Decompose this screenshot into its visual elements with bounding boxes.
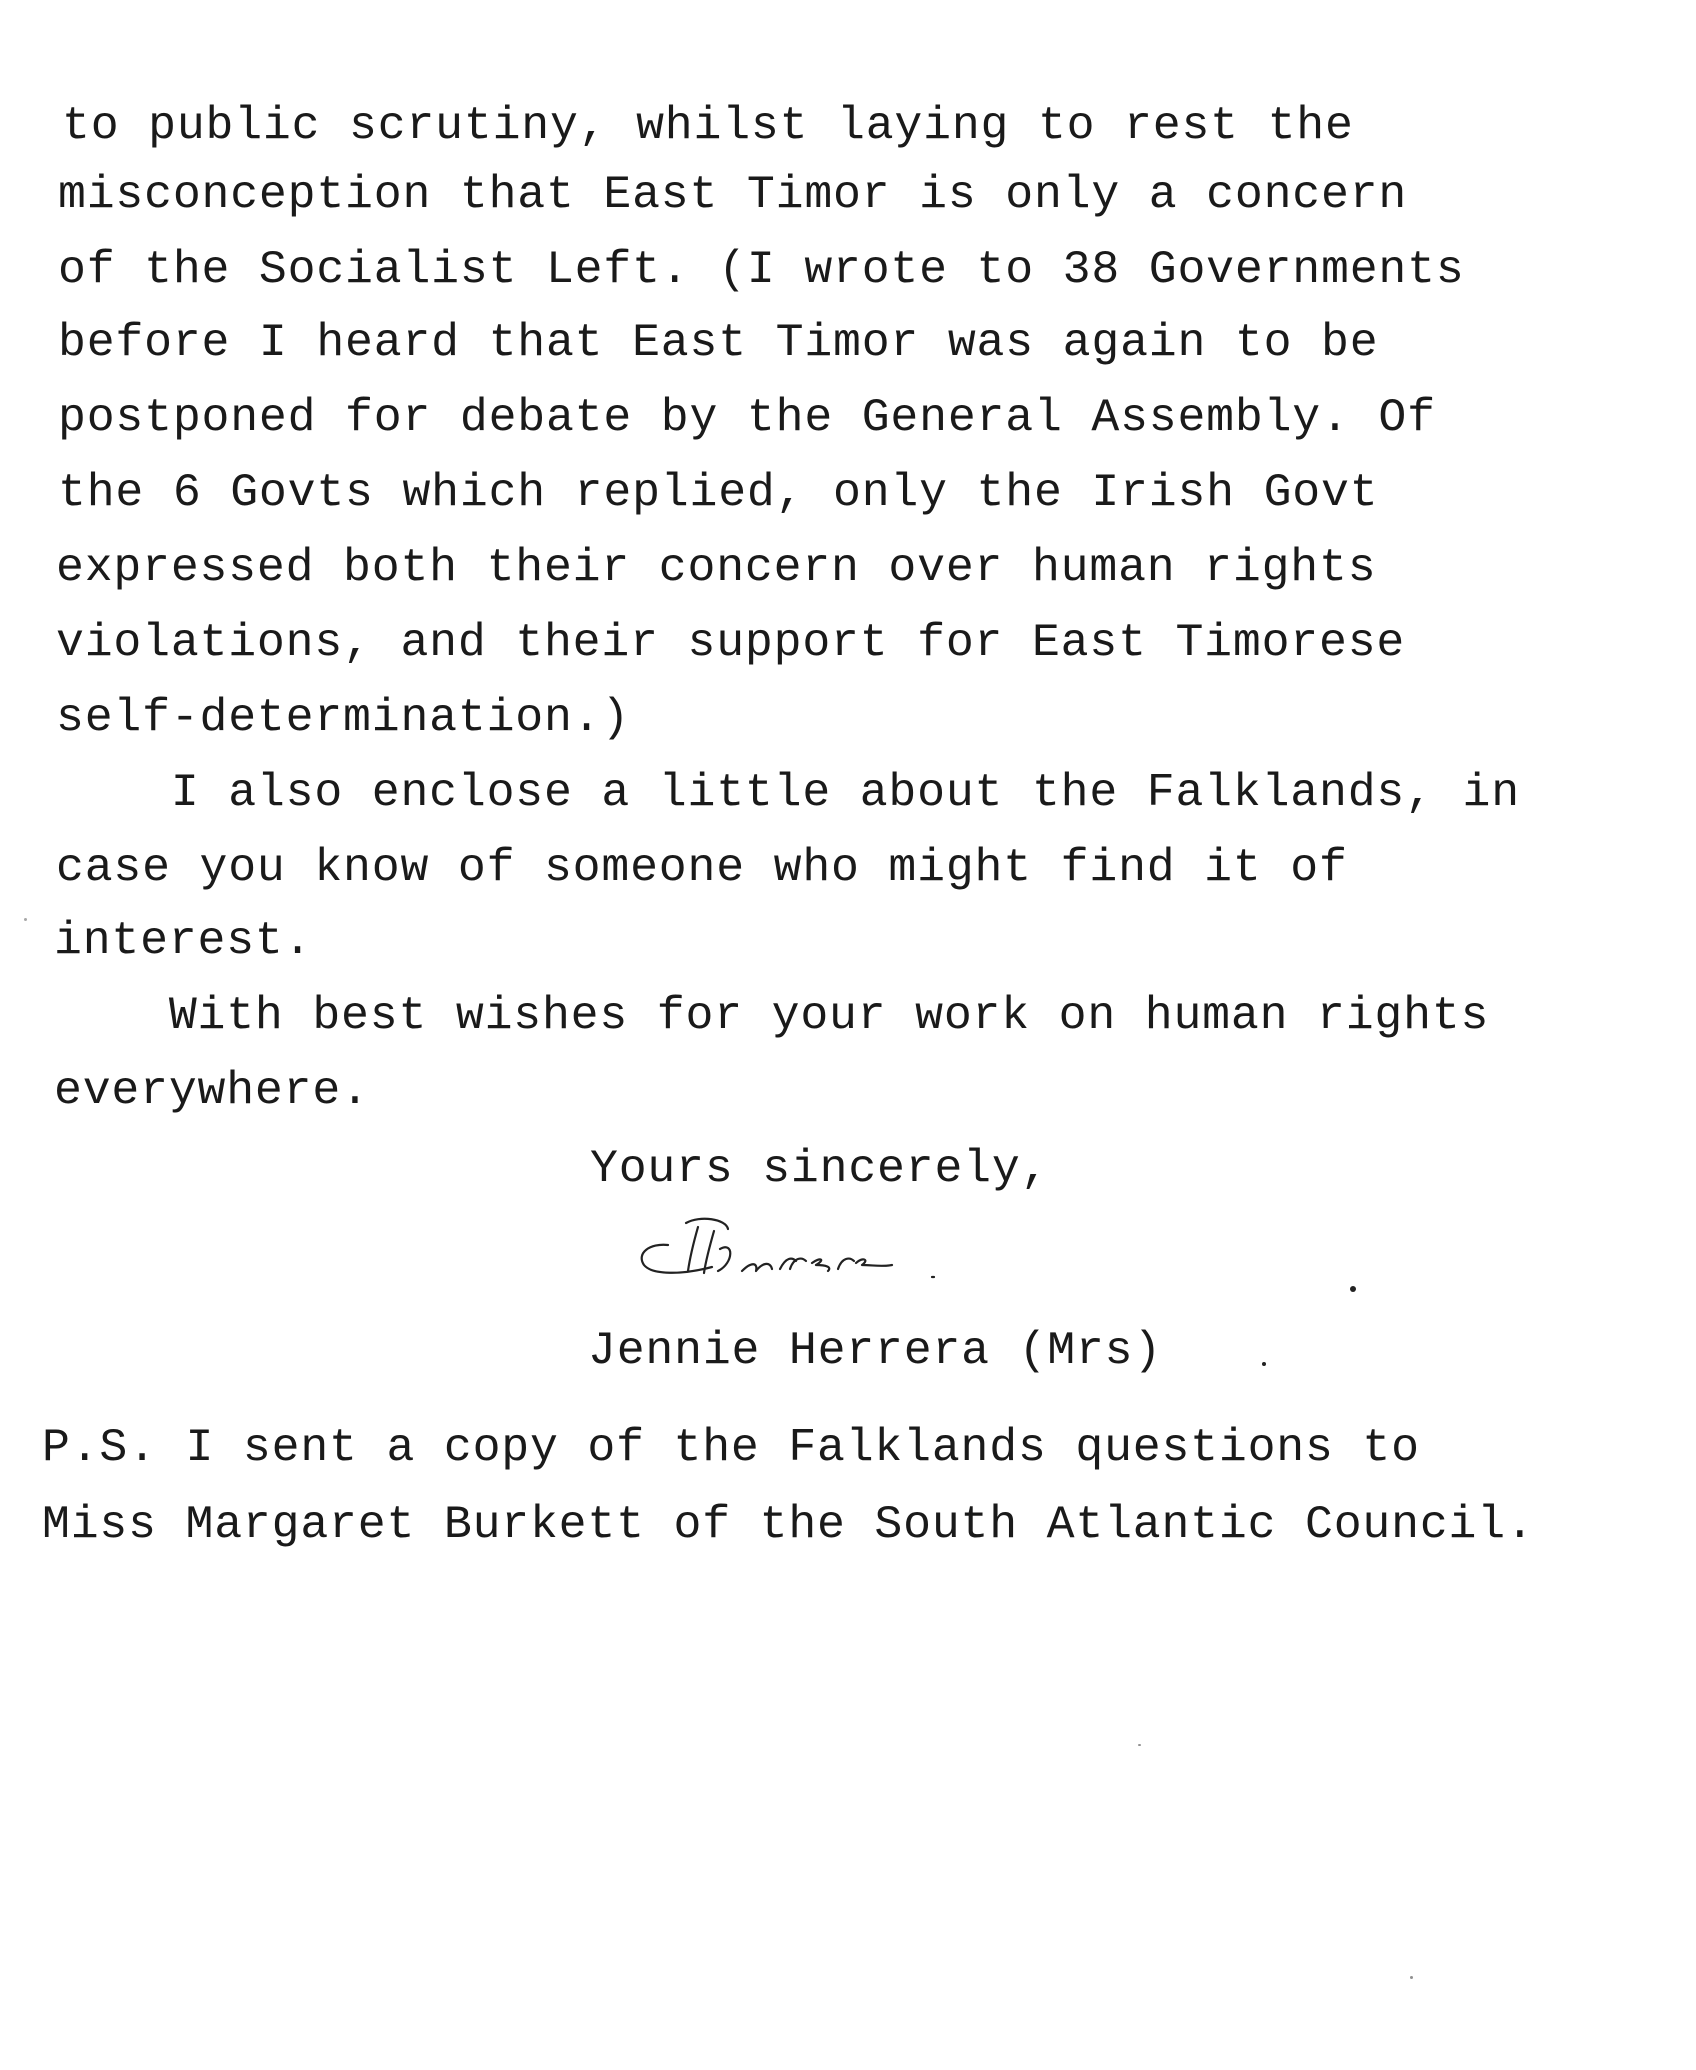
scan-speck	[1410, 1976, 1413, 1979]
body-line-13: With best wishes for your work on human rights	[54, 989, 1490, 1042]
body-line-9: self-determination.)	[56, 691, 631, 744]
handwritten-signature	[630, 1205, 1050, 1295]
scan-speck	[1262, 1362, 1266, 1366]
scan-speck	[24, 918, 27, 921]
body-line-5: postponed for debate by the General Assembly. Of	[58, 391, 1436, 444]
closing: Yours sincerely,	[590, 1142, 1050, 1195]
scan-speck	[1350, 1286, 1356, 1292]
body-line-2: misconception that East Timor is only a concern	[58, 168, 1408, 221]
body-line-11: case you know of someone who might find it of	[56, 841, 1348, 894]
postscript-line-2: Miss Margaret Burkett of the South Atlantic Council.	[42, 1498, 1535, 1551]
body-line-8: violations, and their support for East Timorese	[56, 616, 1406, 669]
body-line-1: to public scrutiny, whilst laying to rest the	[62, 99, 1354, 152]
body-line-6: the 6 Govts which replied, only the Irish Govt	[58, 466, 1379, 519]
body-line-3: of the Socialist Left. (I wrote to 38 Governments	[58, 243, 1465, 296]
postscript-line-1: P.S. I sent a copy of the Falklands questions to	[42, 1421, 1420, 1474]
body-line-10: I also enclose a little about the Falklands, in	[56, 766, 1520, 819]
body-line-14: everywhere.	[54, 1064, 370, 1117]
body-line-12: interest.	[54, 914, 313, 967]
scan-speck	[1138, 1744, 1141, 1746]
signatory-name: Jennie Herrera (Mrs)	[588, 1324, 1163, 1377]
body-line-7: expressed both their concern over human rights	[56, 541, 1377, 594]
body-line-4: before I heard that East Timor was again to be	[58, 316, 1379, 369]
